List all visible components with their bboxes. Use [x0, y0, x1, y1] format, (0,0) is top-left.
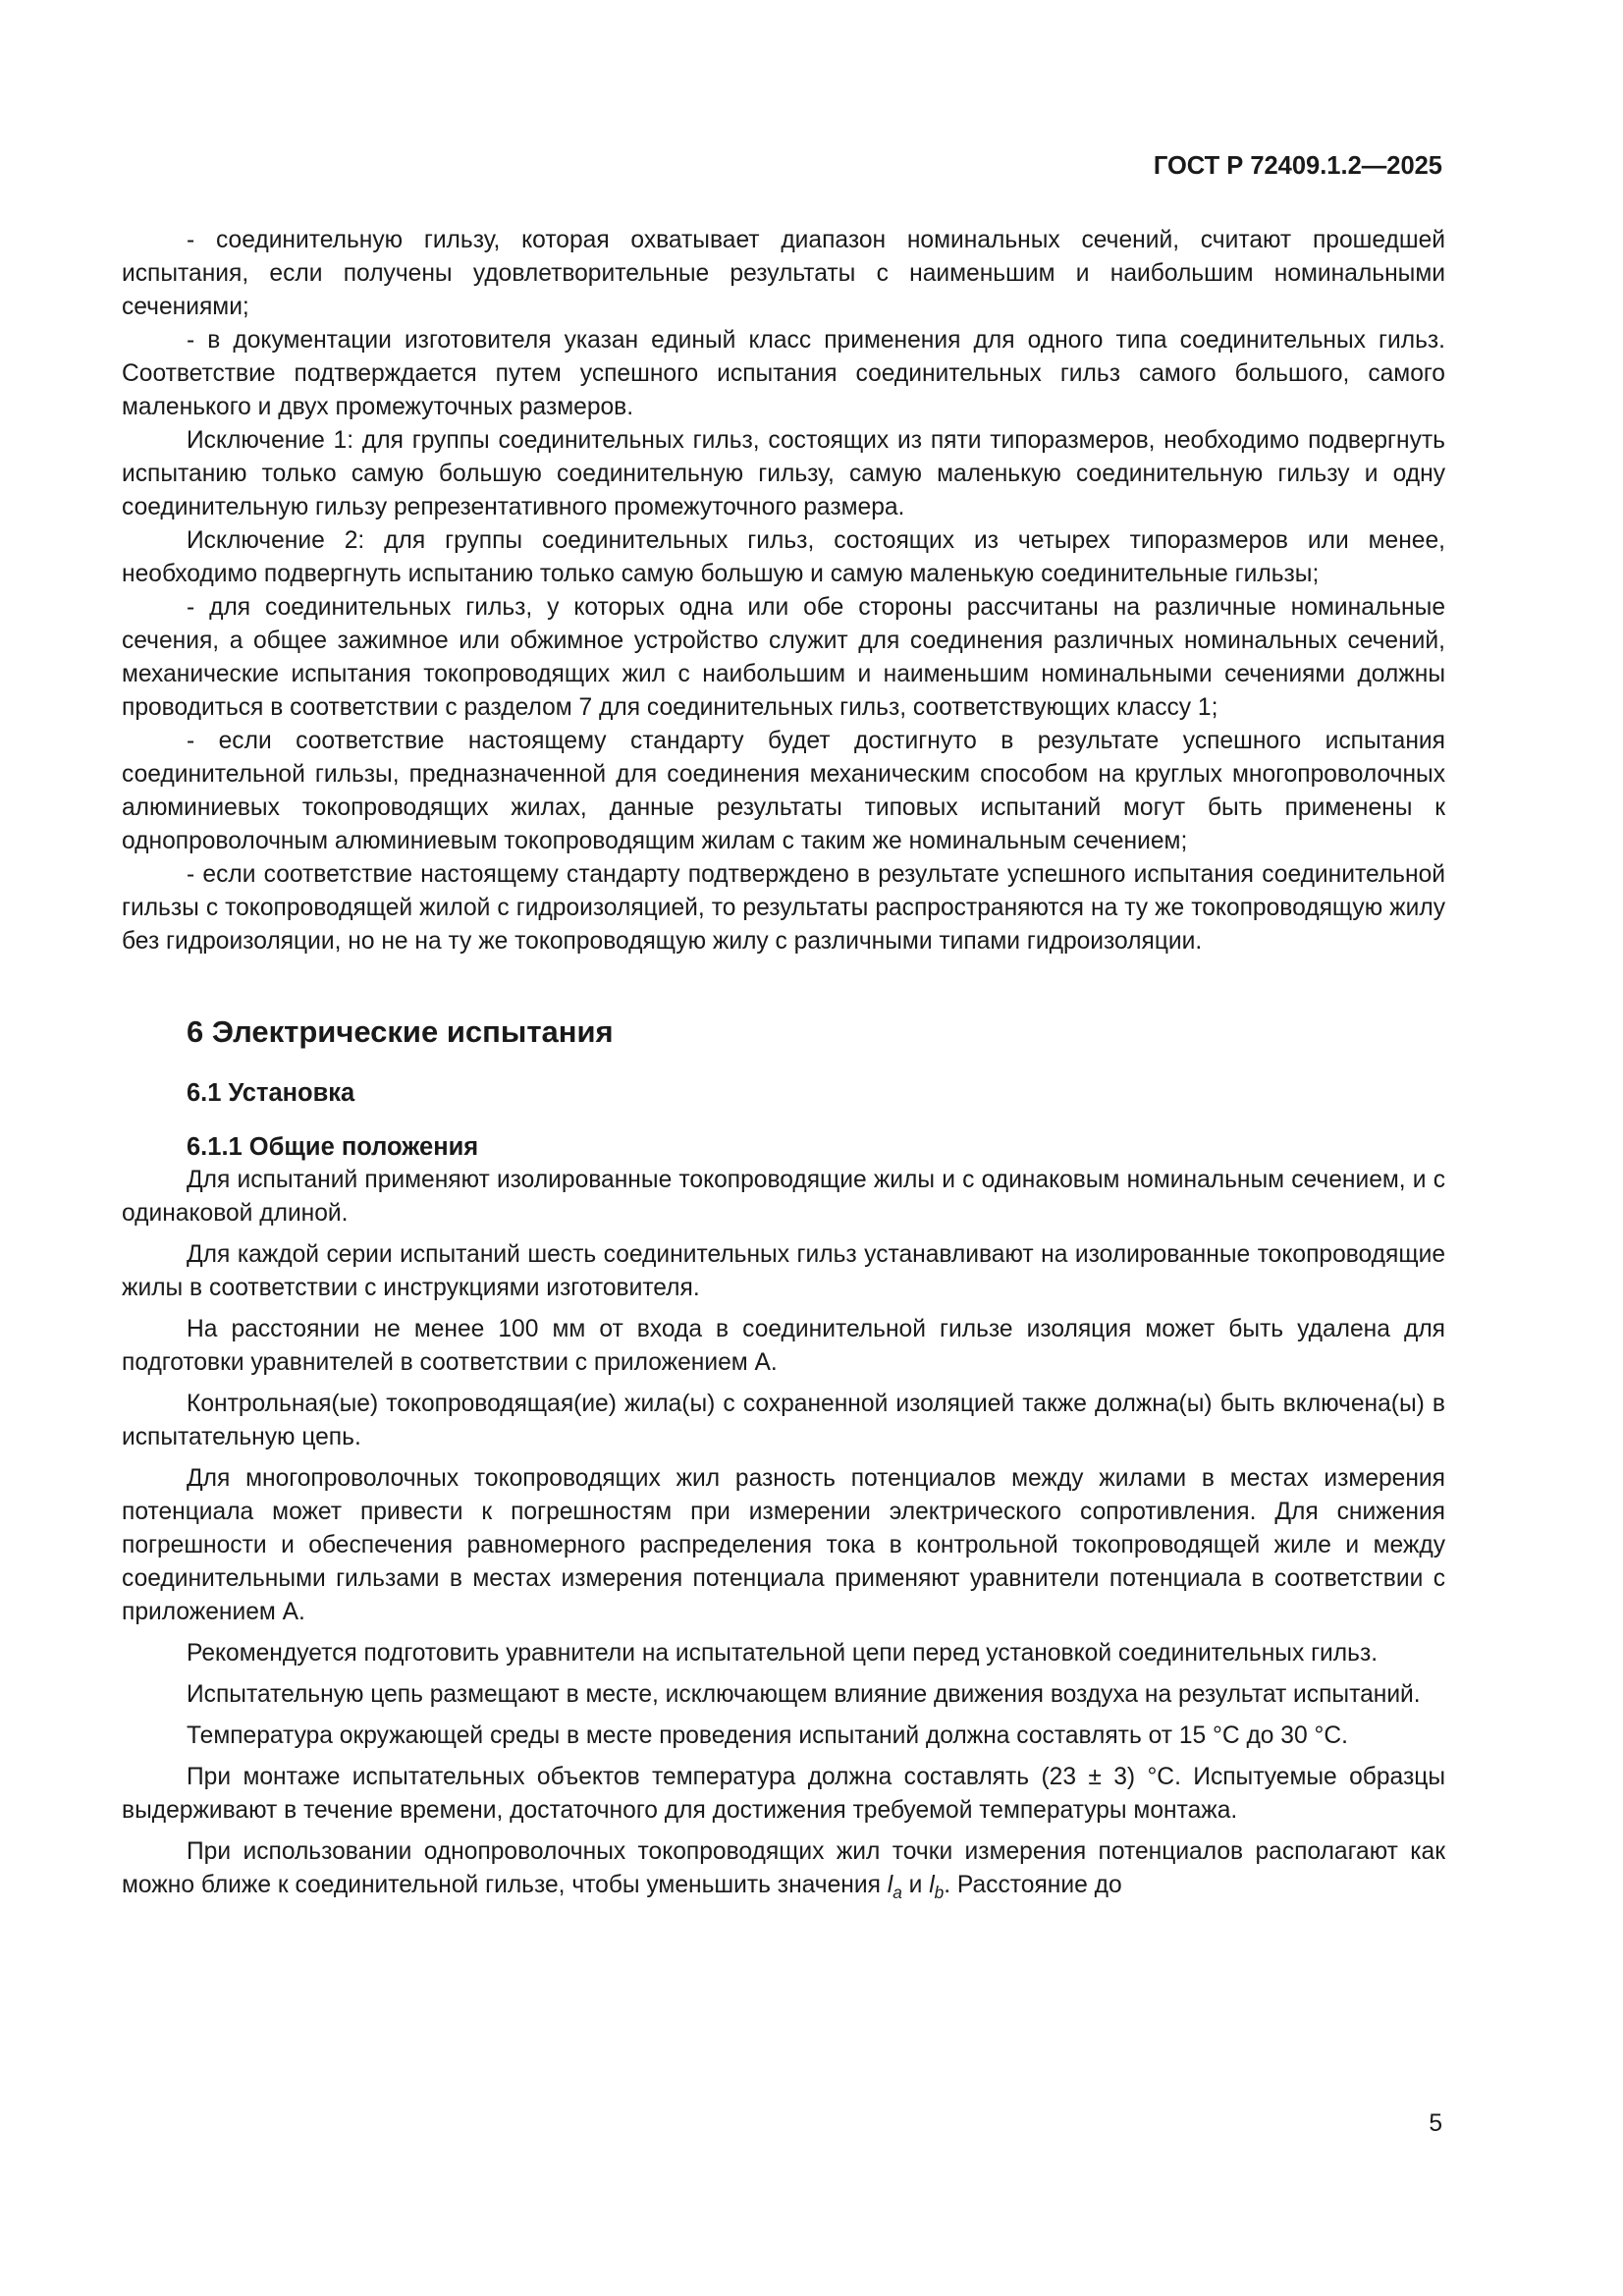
paragraph: На расстоянии не менее 100 мм от входа в соединительной гильзе изоляция может быть удалена для подготовки уравнителей в соответствии с приложением А.	[122, 1316, 1445, 1376]
paragraph: Для каждой серии испытаний шесть соединительных гильз устанавливают на изолированные токопроводящие жилы в соответствии с инструкциями изготовителя.	[122, 1241, 1445, 1301]
page-number: 5	[1429, 2110, 1442, 2137]
paragraph: Температура окружающей среды в месте проведения испытаний должна составлять от 15 °C до 30 °C.	[187, 1722, 1348, 1749]
document-header: ГОСТ Р 72409.1.2—2025	[1153, 152, 1442, 180]
paragraph: - если соответствие настоящему стандарту подтверждено в результате успешного испытания соединительной гильзы с токопроводящей жилой с гидроизоляцией, то результаты распространяются на ту же токопроводящую жилу без гидроизоляции, но не на ту же токопроводящую жилу с различными типами гидроизоляции.	[122, 861, 1445, 955]
subsection-heading: 6.1 Установка	[187, 1079, 355, 1107]
variable-la: $l_a$	[887, 1872, 902, 1903]
paragraph-last	[122, 1835, 1445, 1902]
paragraph: - в документации изготовителя указан единый класс применения для одного типа соединительных гильз. Соответствие подтверждается путем успешного испытания соединительных гильз самого большого, самого маленького и двух промежуточных размеров.	[122, 327, 1445, 420]
paragraph: Контрольная(ые) токопроводящая(ие) жила(ы) с сохраненной изоляцией также должна(ы) быть включена(ы) в испытательную цепь.	[122, 1391, 1445, 1450]
section-heading: 6 Электрические испытания	[187, 1014, 614, 1049]
paragraph-text: При использовании однопроволочных токопроводящих жил точки измерения потенциалов располагают как можно ближе к соединительной гильзе, чтобы уменьшить значения	[122, 1838, 1445, 1898]
page-content	[122, 224, 1445, 1902]
paragraph: При монтаже испытательных объектов температура должна составлять (23 ± 3) °C. Испытуемые образцы выдерживают в течение времени, достаточного для достижения требуемой температуры монтажа.	[122, 1764, 1445, 1824]
paragraph-text-end: . Расстояние до	[944, 1872, 1122, 1898]
paragraph: Испытательную цепь размещают в месте, исключающем влияние движения воздуха на результат испытаний.	[187, 1681, 1421, 1708]
paragraph: Исключение 1: для группы соединительных гильз, состоящих из пяти типоразмеров, необходимо подвергнуть испытанию только самую большую соединительную гильзу, самую маленькую соединительную гильзу и одну соединительную гильзу репрезентативного промежуточного размера.	[122, 427, 1445, 520]
paragraph: - если соответствие настоящему стандарту будет достигнуто в результате успешного испытания соединительной гильзы, предназначенной для соединения механическим способом на круглых многопроволочных алюминиевых токопроводящих жилах, данные результаты типовых испытаний могут быть применены к однопроволочным алюминиевым токопроводящим жилам с таким же номинальным сечением;	[122, 728, 1445, 854]
variable-lb: $l_b$	[929, 1872, 945, 1903]
paragraph: Для испытаний применяют изолированные токопроводящие жилы и с одинаковым номинальным сечением, и с одинаковой длиной.	[122, 1167, 1445, 1227]
paragraph: - для соединительных гильз, у которых одна или обе стороны рассчитаны на различные номинальные сечения, а общее зажимное или обжимное устройство служит для соединения различных номинальных сечений, механические испытания токопроводящих жил с наибольшим и наименьшим номинальными сечениями должны проводиться в соответствии с разделом 7 для соединительных гильз, соответствующих классу 1;	[122, 594, 1445, 721]
conjunction: и	[901, 1872, 930, 1898]
paragraph: Исключение 2: для группы соединительных гильз, состоящих из четырех типоразмеров или менее, необходимо подвергнуть испытанию только самую большую и самую маленькую соединительные гильзы;	[122, 527, 1445, 587]
paragraph: - соединительную гильзу, которая охватывает диапазон номинальных сечений, считают прошедшей испытания, если получены удовлетворительные результаты с наименьшим и наибольшим номинальными сечениями;	[122, 227, 1445, 320]
paragraph: Для многопроволочных токопроводящих жил разность потенциалов между жилами в местах измерения потенциала может привести к погрешностям при измерении электрического сопротивления. Для снижения погрешности и обеспечения равномерного распределения тока в контрольной токопроводящей жиле и между соединительными гильзами в местах измерения потенциала применяют уравнители потенциала в соответствии с приложением А.	[122, 1465, 1445, 1625]
subsubsection-heading: 6.1.1 Общие положения	[187, 1133, 479, 1161]
paragraph: Рекомендуется подготовить уравнители на испытательной цепи перед установкой соединительных гильз.	[187, 1640, 1379, 1667]
